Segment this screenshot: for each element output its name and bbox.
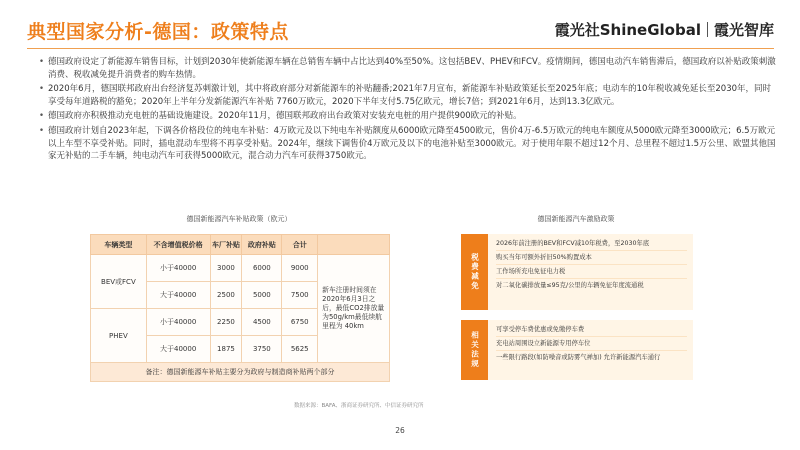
header-total: 合计 — [282, 235, 318, 255]
bullet-item: • 2020年6月，德国联邦政府出台经济复苏刺激计划，其中将政府部分对新能源车的补贴翻番;2021年7月宣布，新能源车补贴政策延长至2025年底；电动车的10年税收减免延长至2030年，同时享受每年道路税的豁免；2020年上半年分发新能源汽车补贴 7760万欧元，2020下半年支付5.75亿欧元，增长7倍；到2021年6月，达到13.3亿欧元。 — [39, 83, 779, 108]
brand-name: 霞光社ShineGlobal — [554, 21, 701, 39]
vehicle-type-cell: PHEV — [91, 309, 147, 363]
list-item: 充电站周围设立新能源专用停车位 — [496, 337, 687, 351]
price-cell: 大于40000 — [146, 282, 210, 309]
maker-subsidy-cell: 2250 — [210, 309, 242, 336]
price-cell: 小于40000 — [146, 309, 210, 336]
gov-subsidy-cell: 3750 — [242, 336, 282, 363]
maker-subsidy-cell: 3000 — [210, 255, 242, 282]
total-cell: 5625 — [282, 336, 318, 363]
title-divider — [27, 48, 774, 49]
page-number: 26 — [395, 426, 405, 435]
brand-think-tank: 霞光智库 — [713, 21, 774, 39]
brand-logo — [555, 19, 774, 40]
bullet-item: • 德国政府亦积极推动充电桩的基础设施建设。2020年11月，德国联邦政府出台政策对安装充电桩的用户提供900欧元的补贴。 — [39, 110, 779, 123]
subsidy-table-caption: 德国新能源汽车补贴政策（欧元） — [186, 215, 292, 223]
list-item: 购买当年可额外折旧50%购置成本 — [496, 251, 687, 265]
list-item: 可享受停车费优惠或免缴停车费 — [496, 323, 687, 337]
list-item: 工作场所充电免征电力税 — [496, 265, 687, 279]
policy-bullet-list — [39, 56, 779, 165]
bullet-item: • 德国政府计划自2023年起，下调各价格段位的纯电车补贴：4万欧元及以下纯电车补贴额度从6000欧元降至4500欧元，售价4万-6.5万欧元的纯电车额度从5000欧元降至3000欧元；6.5万欧元以上车型不享受补贴。同时，插电混动车型将不再享受补贴。2024年，继续下调售价4万欧元及以下的电池补贴至3000欧元。对于使用年限不超过12个月、总里程不超过1.5万公里、欧盟其他国家无补贴的二手车辆，纯电动汽车可获得5000欧元，混合动力汽车可获得3750欧元。 — [39, 125, 779, 163]
bullet-item: • 德国政府设定了新能源车销售目标，计划到2030年使新能源车辆在总销售车辆中占比达到40%至50%。这包括BEV、PHEV和FCV。疫情期间，德国电动汽车销售滞后，德国政府以补贴政策刺激消费、税收减免提升消费者的购车热情。 — [39, 56, 779, 81]
table-footer-row — [91, 363, 390, 382]
regulation-label: 相关法规 — [461, 320, 488, 380]
tax-relief-block — [461, 234, 693, 310]
table-row — [91, 255, 390, 282]
list-item: 一些限行路段(如防噪音或防雾气禅加) 允许新能源汽车通行 — [496, 354, 661, 361]
total-cell: 7500 — [282, 282, 318, 309]
price-cell: 大于40000 — [146, 336, 210, 363]
incentive-caption: 德国新能源汽车激励政策 — [537, 215, 615, 223]
total-cell: 9000 — [282, 255, 318, 282]
maker-subsidy-cell: 2500 — [210, 282, 242, 309]
price-cell: 小于40000 — [146, 255, 210, 282]
page-title: 典型国家分析-德国：政策特点 — [27, 21, 289, 43]
table-header-row — [91, 235, 390, 255]
eligibility-note: 新车注册时间须在2020年6月3日之后，最低CO2排放量为50g/km最低续航里程为 40km — [318, 255, 390, 363]
header-vehicle-type: 车辆类型 — [91, 235, 147, 255]
header-maker-subsidy: 车厂补贴 — [210, 235, 242, 255]
brand-divider — [707, 22, 708, 37]
gov-subsidy-cell: 4500 — [242, 309, 282, 336]
gov-subsidy-cell: 5000 — [242, 282, 282, 309]
incentive-panel — [461, 234, 693, 386]
gov-subsidy-cell: 6000 — [242, 255, 282, 282]
table-remark: 备注：德国新能源车补贴主要分为政府与制造商补贴两个部分 — [91, 363, 390, 382]
data-source: 数据来源：BAFA、浙商证券研究所、中信证券研究所 — [294, 403, 424, 409]
maker-subsidy-cell: 1875 — [210, 336, 242, 363]
tax-relief-items — [488, 234, 693, 310]
subsidy-table — [90, 234, 390, 382]
list-item: 对二氧化碳排放量≤95克/公里的车辆免征年度流通税 — [496, 282, 644, 289]
list-item: 2026年前注册的BEV和FCV减10年税费，至2030年底 — [496, 237, 687, 251]
header-blank — [318, 235, 390, 255]
header-gov-subsidy: 政府补贴 — [242, 235, 282, 255]
total-cell: 6750 — [282, 309, 318, 336]
regulation-block — [461, 320, 693, 380]
header-price: 不含增值税价格 — [146, 235, 210, 255]
regulation-items — [488, 320, 693, 380]
tax-relief-label: 税费减免 — [461, 234, 488, 310]
vehicle-type-cell: BEV或FCV — [91, 255, 147, 309]
